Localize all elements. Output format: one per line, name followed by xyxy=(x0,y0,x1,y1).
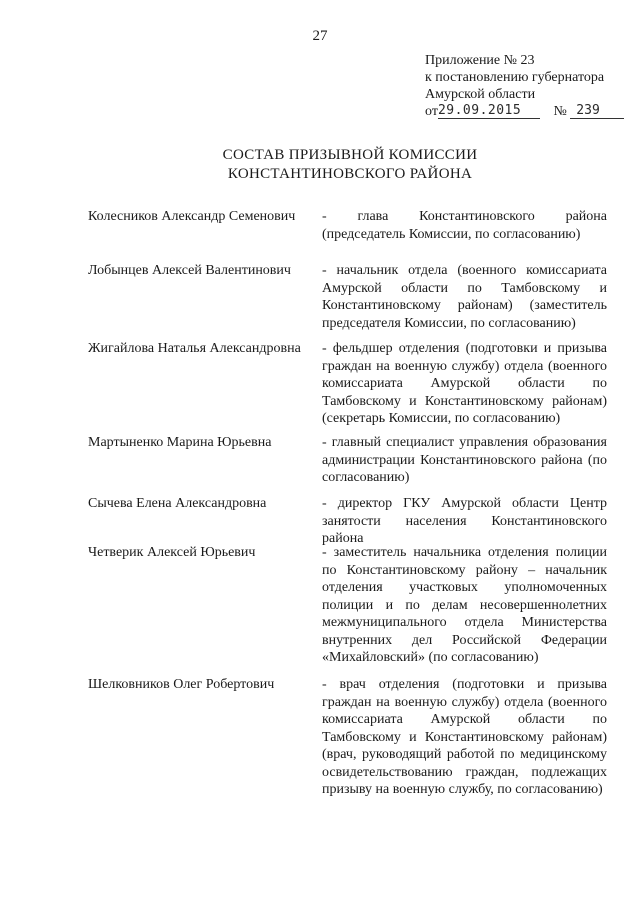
member-name: Четверик Алексей Юрьевич xyxy=(88,545,256,560)
member-name: Шелковников Олег Робертович xyxy=(88,677,275,692)
member-role: - врач отделения (подготовки и призыва граждан на военную службу) отдела (военного комиссариата Амурской области по Тамбовскому и Константиновскому районам) (врач, руководящий работой по медицинскому освидетельствованию граждан, подлежащих призыву на военную службу, по согласованию) xyxy=(322,677,607,797)
member-role: - фельдшер отделения (подготовки и призыва граждан на военную службу) отдела (военного комиссариата Амурской области по Тамбовскому и Константиновскому районам) (секретарь Комиссии, по согласованию) xyxy=(322,341,607,426)
member-name: Лобынцев Алексей Валентинович xyxy=(88,263,291,278)
title-line-1: СОСТАВ ПРИЗЫВНОЙ КОМИССИИ xyxy=(222,147,478,163)
appendix-decree-ref: к постановлению губернатора xyxy=(425,70,605,85)
appendix-header xyxy=(425,52,625,120)
member-role: - директор ГКУ Амурской области Центр занятости населения Константиновского района xyxy=(322,496,607,546)
member-role: - заместитель начальника отделения полиции по Константиновскому району – начальник отделения участковых уполномоченных полиции и по делам несовершеннолетних межмуниципального отдела Министерства внутренних дел Российской Федерации «Михайловский» (по согласованию) xyxy=(322,545,607,665)
decree-number-label: № xyxy=(553,104,567,119)
member-name: Мартыненко Марина Юрьевна xyxy=(88,435,272,450)
document-title xyxy=(0,146,640,184)
decree-from-label: от xyxy=(425,104,438,119)
decree-date-line xyxy=(425,103,625,120)
appendix-number: Приложение № 23 xyxy=(425,53,535,68)
member-name: Сычева Елена Александровна xyxy=(88,496,267,511)
page-number: 27 xyxy=(312,28,328,44)
member-role: - главный специалист управления образования администрации Константиновского района (по согласованию) xyxy=(322,435,607,485)
appendix-region: Амурской области xyxy=(425,87,536,102)
decree-date: 29.09.2015 xyxy=(438,104,540,119)
title-line-2: КОНСТАНТИНОВСКОГО РАЙОНА xyxy=(227,166,473,182)
member-role: - глава Константиновского района (председатель Комиссии, по согласованию) xyxy=(322,209,607,242)
member-role: - начальник отдела (военного комиссариата Амурской области по Тамбовскому и Константиновскому районам) (заместитель председателя Комиссии, по согласованию) xyxy=(322,263,607,331)
decree-number: 239 xyxy=(570,104,624,119)
member-name: Колесников Александр Семенович xyxy=(88,209,296,224)
member-name: Жигайлова Наталья Александровна xyxy=(88,341,301,356)
